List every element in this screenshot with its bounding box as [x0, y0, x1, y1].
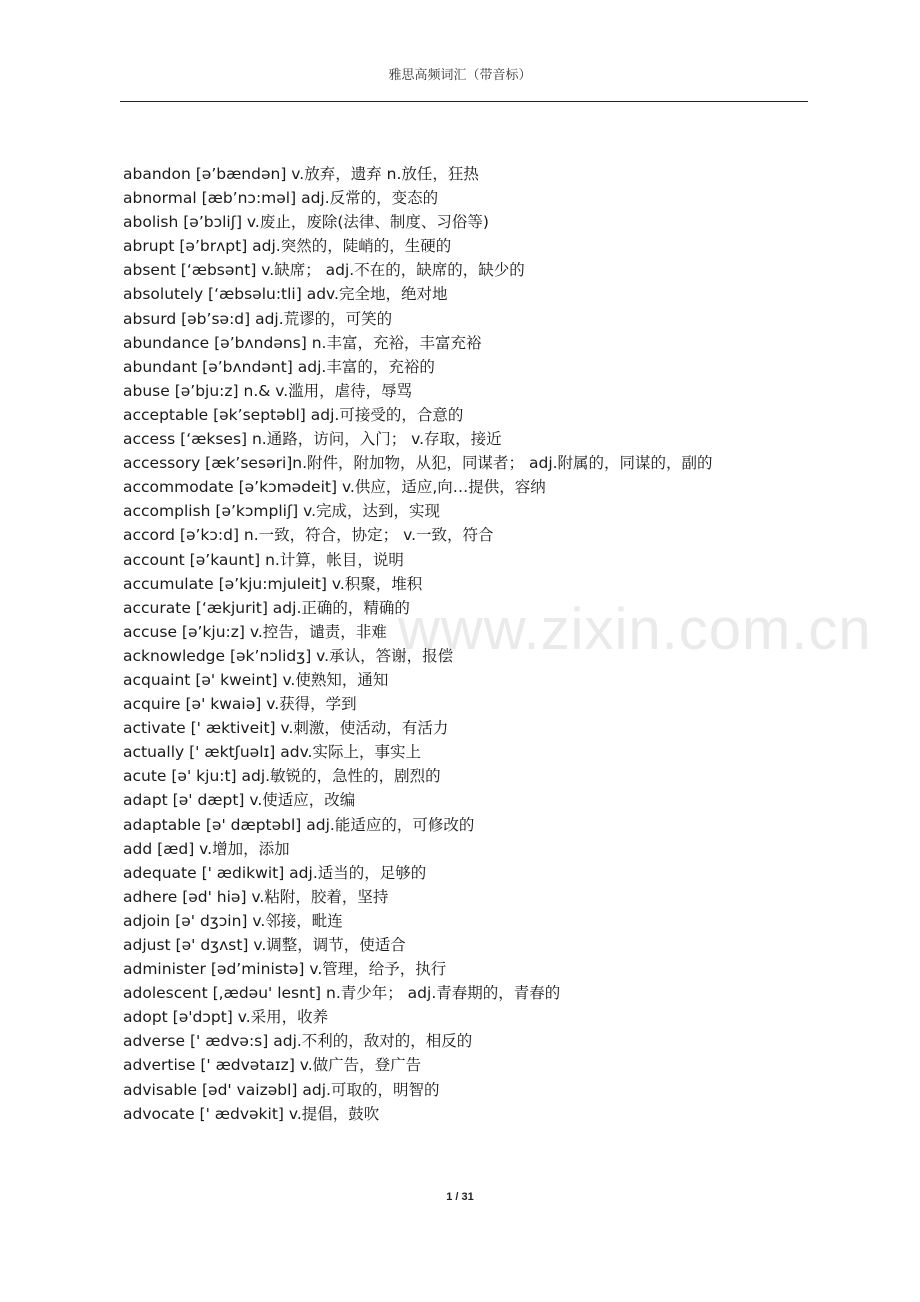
vocab-entry: accuse [ə’kju:z] v.控告，谴责，非难	[123, 622, 387, 641]
vocab-entry: administer [əd’ministə] v.管理，给予，执行	[123, 960, 447, 979]
vocab-entry: abuse [ə’bju:z] n.& v.滥用，虐待，辱骂	[123, 381, 413, 400]
vocab-entry: actually [' æktʃuəlɪ] adv.实际上，事实上	[123, 743, 421, 762]
page-number: 1 / 31	[446, 1191, 474, 1203]
vocab-entry: adapt [ə' dæpt] v.使适应，改编	[123, 791, 356, 810]
vocab-entry: accumulate [ə’kju:mjuleit] v.积聚，堆积	[123, 574, 423, 593]
vocab-entry: account [ə’kaunt] n.计算，帐目，说明	[123, 550, 404, 569]
vocab-entry: absent [‘æbsənt] v.缺席； adj.不在的，缺席的，缺少的	[123, 261, 525, 280]
vocab-entry: acknowledge [ək’nɔlidʒ] v.承认，答谢，报偿	[123, 646, 454, 665]
vocab-entry: acquire [ə' kwaiə] v.获得，学到	[123, 695, 357, 714]
vocab-entry: activate [' æktiveit] v.刺激，使活动，有活力	[123, 719, 449, 738]
vocab-entry: advocate [' ædvəkit] v.提倡，鼓吹	[123, 1104, 380, 1123]
vocab-entry: abundant [ə’bʌndənt] adj.丰富的，充裕的	[123, 357, 435, 376]
vocab-entry: abnormal [æb’nɔ:məl] adj.反常的，变态的	[123, 189, 439, 208]
vocab-entry: adopt [ə'dɔpt] v.采用，收养	[123, 1008, 329, 1027]
vocab-entry: absolutely [‘æbsəlu:tli] adv.完全地，绝对地	[123, 285, 448, 304]
vocab-entry: add [æd] v.增加，添加	[123, 839, 290, 858]
vocab-entry: adjoin [ə' dʒɔin] v.邻接，毗连	[123, 911, 343, 930]
vocab-entry: abundance [ə’bʌndəns] n.丰富，充裕，丰富充裕	[123, 333, 482, 352]
vocab-entry: acceptable [ək’septəbl] adj.可接受的，合意的	[123, 405, 464, 424]
page-header-title: 雅思高频词汇（带音标）	[388, 68, 532, 83]
vocab-entry: absurd [əb’sə:d] adj.荒谬的，可笑的	[123, 309, 393, 328]
vocab-entry: accessory [æk’sesəri]n.附件，附加物，从犯，同谋者； adj.附属的，同谋的，副的	[123, 454, 713, 473]
vocab-entry: acute [ə' kju:t] adj.敏锐的，急性的，剧烈的	[123, 767, 441, 786]
vocab-entry: advisable [əd' vaizəbl] adj.可取的，明智的	[123, 1080, 440, 1099]
vocab-entry: abolish [ə’bɔliʃ] v.废止，废除(法律、制度、习俗等)	[123, 213, 489, 232]
vocab-entry: adolescent [,ædəu' lesnt] n.青少年； adj.青春期的，青春的	[123, 984, 561, 1003]
vocab-entry: adjust [ə' dʒʌst] v.调整，调节，使适合	[123, 936, 406, 954]
vocab-entry: adequate [' ædikwit] adj.适当的，足够的	[123, 863, 427, 882]
vocab-entry: acquaint [ə' kweint] v.使熟知，通知	[123, 670, 389, 689]
vocab-entry: abrupt [ə’brʌpt] adj.突然的，陡峭的，生硬的	[123, 237, 452, 256]
vocab-entry: advertise [' ædvətaɪz] v.做广告，登广告	[123, 1056, 422, 1075]
header-divider	[120, 101, 808, 102]
vocab-entry: abandon [ə’bændən] v.放弃，遗弃 n.放任，狂热	[123, 165, 479, 183]
vocab-entry: accomplish [ə’kɔmpliʃ] v.完成，达到，实现	[123, 502, 441, 521]
vocab-entry: adverse [' ædvə:s] adj.不利的，敌对的，相反的	[123, 1032, 473, 1051]
vocab-entry: access [‘ækses] n.通路，访问，入门； v.存取，接近	[123, 430, 502, 449]
vocab-entry: adhere [əd' hiə] v.粘附，胶着，坚持	[123, 887, 389, 906]
vocab-entry: accord [ə’kɔ:d] n.一致，符合，协定； v.一致，符合	[123, 526, 494, 545]
vocab-entry: accurate [‘ækjurit] adj.正确的，精确的	[123, 598, 410, 617]
vocab-entry: adaptable [ə' dæptəbl] adj.能适应的，可修改的	[123, 815, 475, 834]
vocabulary-list	[123, 162, 803, 1126]
watermark: www.zixin.com.cn	[398, 597, 872, 662]
vocab-entry: accommodate [ə’kɔmədeit] v.供应，适应,向…提供，容纳	[123, 478, 546, 497]
